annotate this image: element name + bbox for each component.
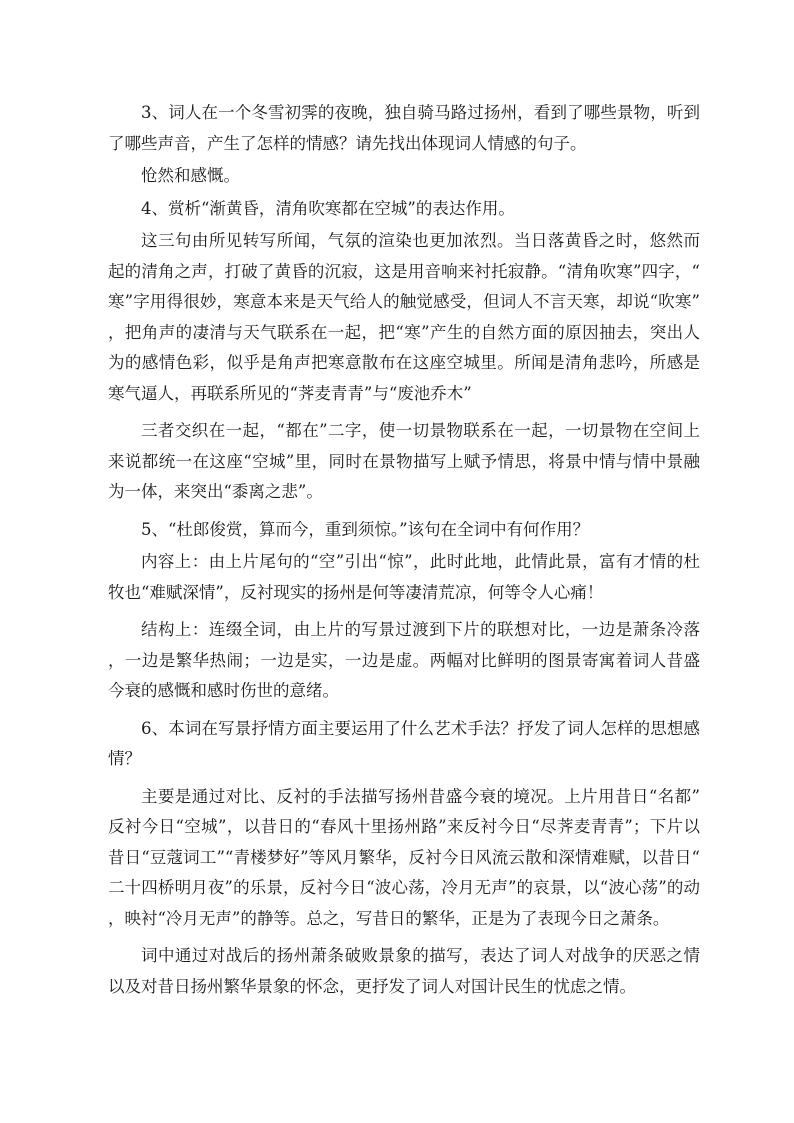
answer-5-content: 内容上：由上片尾句的“空”引出“惊”，此时此地，此情此景，富有才情的杜牧也“难赋深情”，反衬现实的扬州是何等凄清荒凉，何等令人心痛！ bbox=[108, 552, 700, 602]
answer-4-part-2: 三者交织在一起，“都在”二字，使一切景物联系在一起，一切景物在空间上来说都统一在这座“空城”里，同时在景物描写上赋予情思，将景中情与情中景融为一体，来突出“黍离之悲”。 bbox=[108, 421, 700, 501]
question-3: 3、词人在一个冬雪初霁的夜晚，独自骑马路过扬州，看到了哪些景物，听到了哪些声音，产生了怎样的情感？请先找出体现词人情感的句子。 bbox=[108, 103, 700, 153]
answer-5-structure: 结构上：连缀全词，由上片的写景过渡到下片的联想对比，一边是萧条冷落，一边是繁华热闹；一边是实，一边是虚。两幅对比鲜明的图景寄寓着词人昔盛今衰的感慨和感时伤世的意绪。 bbox=[108, 620, 700, 700]
document-body bbox=[108, 98, 700, 1009]
answer-4-part-1: 这三句由所见转写所闻，气氛的渲染也更加浓烈。当日落黄昏之时，悠然而起的清角之声，打破了黄昏的沉寂，这是用音响来衬托寂静。“清角吹寒”四字，“寒”字用得很妙，寒意本来是天气给人的触觉感受，但词人不言天寒，却说“吹寒”，把角声的凄清与天气联系在一起，把“寒”产生的自然方面的原因抽去，突出人为的感情色彩，似乎是角声把寒意散布在这座空城里。所闻是清角悲吟，所感是寒气逼人，再联系所见的“荠麦青青”与“废池乔木” bbox=[108, 231, 700, 403]
answer-3: 怆然和感慨。 bbox=[141, 166, 240, 185]
question-5: 5、“杜郎俊赏，算而今，重到须惊。”该句在全词中有何作用？ bbox=[141, 519, 590, 539]
answer-6-part-1: 主要是通过对比、反衬的手法描写扬州昔盛今衰的境况。上片用昔日“名都”反衬今日“空城”，以昔日的“春风十里扬州路”来反衬今日“尽荠麦青青”；下片以昔日“豆蔻词工”“青楼梦好”等风月繁华，反衬今日风流云散和深情难赋，以昔日“二十四桥明月夜”的乐景，反衬今日“波心荡，冷月无声”的哀景，以“波心荡”的动，映衬“冷月无声”的静等。总之，写昔日的繁华，正是为了表现今日之萧条。 bbox=[108, 786, 700, 928]
question-6: 6、本词在写景抒情方面主要运用了什么艺术手法？抒发了词人怎样的思想感情？ bbox=[108, 718, 700, 768]
question-4: 4、赏析“渐黄昏，清角吹寒都在空城”的表达作用。 bbox=[141, 198, 515, 218]
answer-6-part-2: 词中通过对战后的扬州萧条破败景象的描写，表达了词人对战争的厌恶之情以及对昔日扬州繁华景象的怀念，更抒发了词人对国计民生的忧虑之情。 bbox=[108, 946, 700, 996]
